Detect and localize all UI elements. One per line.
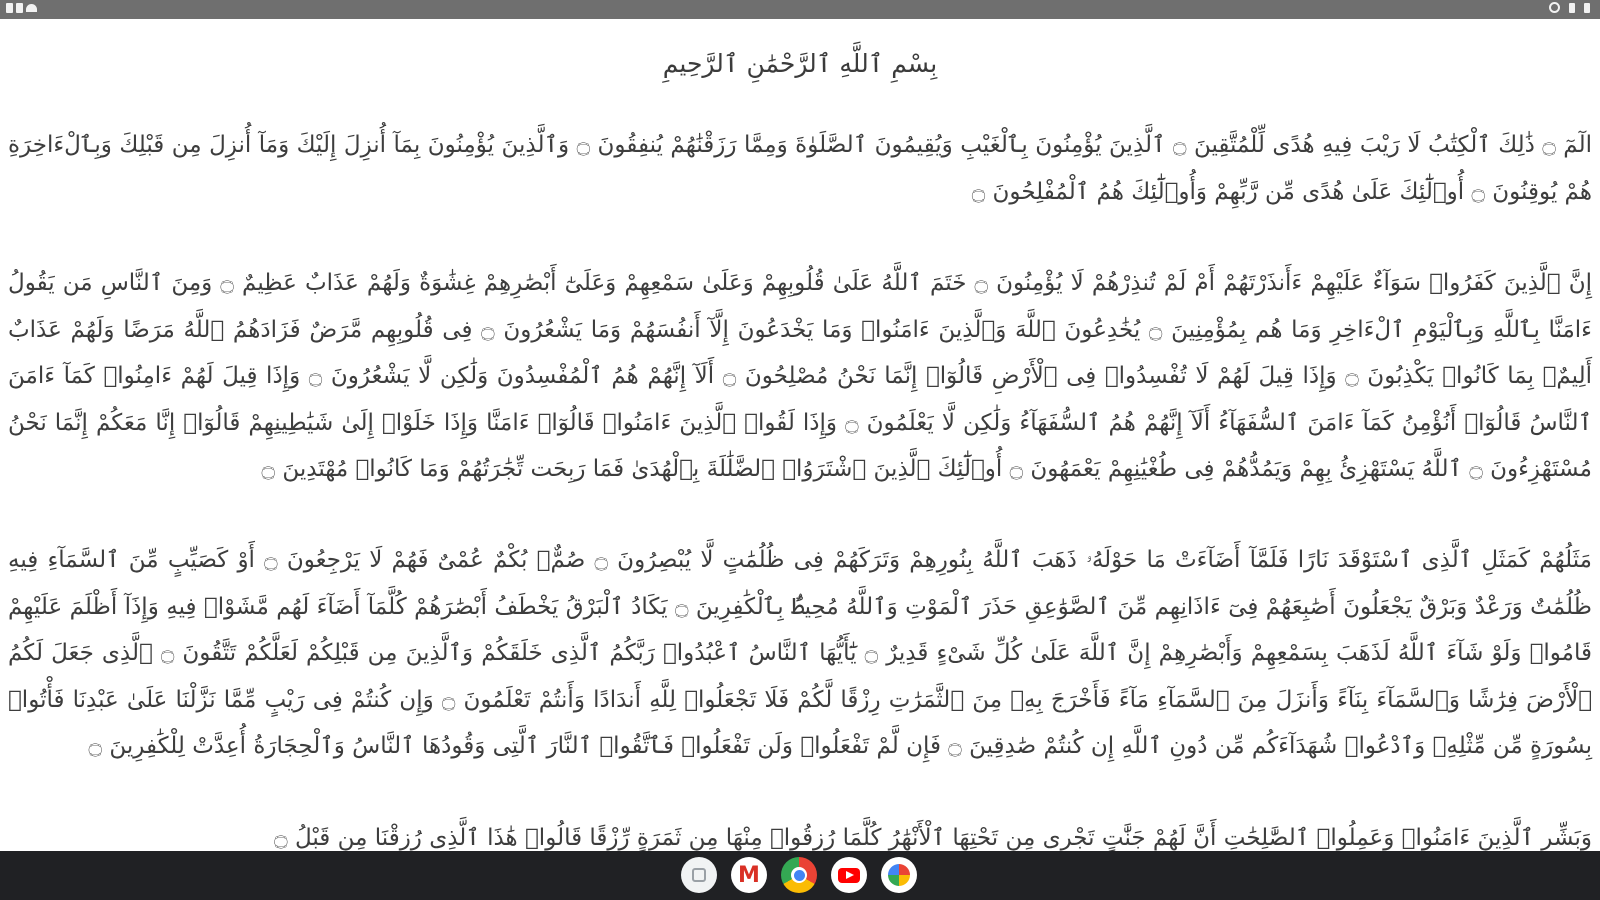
launcher-grid-icon	[692, 868, 706, 882]
status-left-icons	[6, 3, 37, 13]
notification-icon	[6, 3, 13, 13]
status-bar	[0, 0, 1600, 19]
chrome-ring	[791, 867, 807, 883]
youtube-play-icon	[838, 868, 860, 883]
youtube-icon[interactable]	[831, 857, 867, 893]
verse-paragraph-2: إِنَّ ٱلَّذِينَ كَفَرُوا۟ سَوَآءٌ عَلَيْهِمْ ءَأَنذَرْتَهُمْ أَمْ لَمْ تُنذِرْهُمْ لَا يُؤْمِنُونَ ۝ خَتَمَ ٱللَّهُ عَلَىٰ قُلُوبِهِمْ وَعَلَىٰ سَمْعِهِمْ وَعَلَىٰٓ أَبْصَٰرِهِمْ غِشَٰوَةٌ وَلَهُمْ عَذَابٌ عَظِيمٌ ۝ وَمِنَ ٱلنَّاسِ مَن يَقُولُ ءَامَنَّا بِٱللَّهِ وَبِٱلْيَوْمِ ٱلْءَاخِرِ وَمَا هُم بِمُؤْمِنِينَ ۝ يُخَٰدِعُونَ ٱللَّهَ وَٱلَّذِينَ ءَامَنُوا۟ وَمَا يَخْدَعُونَ إِلَّآ أَنفُسَهُمْ وَمَا يَشْعُرُونَ ۝ فِى قُلُوبِهِم مَّرَضٌ فَزَادَهُمُ ٱللَّهُ مَرَضًا وَلَهُمْ عَذَابٌ أَلِيمٌۢ بِمَا كَانُوا۟ يَكْذِبُونَ ۝ وَإِذَا قِيلَ لَهُمْ لَا تُفْسِدُوا۟ فِى ٱلْأَرْضِ قَالُوٓا۟ إِنَّمَا نَحْنُ مُصْلِحُونَ ۝ أَلَآ إِنَّهُمْ هُمُ ٱلْمُفْسِدُونَ وَلَٰكِن لَّا يَشْعُرُونَ ۝ وَإِذَا قِيلَ لَهُمْ ءَامِنُوا۟ كَمَآ ءَامَنَ ٱلنَّاسُ قَالُوٓا۟ أَنُؤْمِنُ كَمَآ ءَامَنَ ٱلسُّفَهَآءُ أَلَآ إِنَّهُمْ هُمُ ٱلسُّفَهَآءُ وَلَٰكِن لَّا يَعْلَمُونَ ۝ وَإِذَا لَقُوا۟ ٱلَّذِينَ ءَامَنُوا۟ قَالُوٓا۟ ءَامَنَّا وَإِذَا خَلَوْا۟ إِلَىٰ شَيَٰطِينِهِمْ قَالُوٓا۟ إِنَّا مَعَكُمْ إِنَّمَا نَحْنُ مُسْتَهْزِءُونَ ۝ ٱللَّهُ يَسْتَهْزِئُ بِهِمْ وَيَمُدُّهُمْ فِى طُغْيَٰنِهِمْ يَعْمَهُونَ ۝ أُو۟لَٰٓئِكَ ٱلَّذِينَ ٱشْتَرَوُا۟ ٱلضَّلَٰلَةَ بِٱلْهُدَىٰ فَمَا رَبِحَت تِّجَٰرَتُهُمْ وَمَا كَانُوا۟ مُهْتَدِينَ ۝	[8, 270, 1593, 482]
quran-reader[interactable]	[0, 19, 1600, 851]
wifi-icon	[26, 4, 37, 12]
verse-paragraph-4: وَبَشِّرِ ٱلَّذِينَ ءَامَنُوا۟ وَعَمِلُوا۟ ٱلصَّٰلِحَٰتِ أَنَّ لَهُمْ جَنَّٰتٍ تَجْرِى مِن تَحْتِهَا ٱلْأَنْهَٰرُ كُلَّمَا رُزِقُوا۟ مِنْهَا مِن ثَمَرَةٍ رِّزْقًا قَالُوا۟ هَٰذَا ٱلَّذِى رُزِقْنَا مِن قَبْلُ ۝	[274, 825, 1592, 851]
signal-icon	[1584, 3, 1590, 13]
gmail-glyph: M	[738, 862, 760, 888]
photos-icon[interactable]	[881, 857, 917, 893]
chrome-center	[794, 870, 805, 881]
basmala-heading: بِسْمِ ٱللَّهِ ٱلرَّحْمَٰنِ ٱلرَّحِيمِ	[662, 49, 938, 78]
shelf-apps	[681, 857, 917, 893]
verse-paragraph-3: مَثَلُهُمْ كَمَثَلِ ٱلَّذِى ٱسْتَوْقَدَ نَارًا فَلَمَّآ أَضَآءَتْ مَا حَوْلَهُۥ ذَهَبَ ٱللَّهُ بِنُورِهِمْ وَتَرَكَهُمْ فِى ظُلُمَٰتٍ لَّا يُبْصِرُونَ ۝ صُمٌّۢ بُكْمٌ عُمْىٌ فَهُمْ لَا يَرْجِعُونَ ۝ أَوْ كَصَيِّبٍ مِّنَ ٱلسَّمَآءِ فِيهِ ظُلُمَٰتٌ وَرَعْدٌ وَبَرْقٌ يَجْعَلُونَ أَصَٰبِعَهُمْ فِىٓ ءَاذَانِهِم مِّنَ ٱلصَّوَٰعِقِ حَذَرَ ٱلْمَوْتِ وَٱللَّهُ مُحِيطٌۢ بِٱلْكَٰفِرِينَ ۝ يَكَادُ ٱلْبَرْقُ يَخْطَفُ أَبْصَٰرَهُمْ كُلَّمَآ أَضَآءَ لَهُم مَّشَوْا۟ فِيهِ وَإِذَآ أَظْلَمَ عَلَيْهِمْ قَامُوا۟ وَلَوْ شَآءَ ٱللَّهُ لَذَهَبَ بِسَمْعِهِمْ وَأَبْصَٰرِهِمْ إِنَّ ٱللَّهَ عَلَىٰ كُلِّ شَىْءٍ قَدِيرٌ ۝ يَٰٓأَيُّهَا ٱلنَّاسُ ٱعْبُدُوا۟ رَبَّكُمُ ٱلَّذِى خَلَقَكُمْ وَٱلَّذِينَ مِن قَبْلِكُمْ لَعَلَّكُمْ تَتَّقُونَ ۝ ٱلَّذِى جَعَلَ لَكُمُ ٱلْأَرْضَ فِرَٰشًا وَٱلسَّمَآءَ بِنَآءً وَأَنزَلَ مِنَ ٱلسَّمَآءِ مَآءً فَأَخْرَجَ بِهِۦ مِنَ ٱلثَّمَرَٰتِ رِزْقًا لَّكُمْ فَلَا تَجْعَلُوا۟ لِلَّهِ أَندَادًا وَأَنتُمْ تَعْلَمُونَ ۝ وَإِن كُنتُمْ فِى رَيْبٍ مِّمَّا نَزَّلْنَا عَلَىٰ عَبْدِنَا فَأْتُوا۟ بِسُورَةٍ مِّن مِّثْلِهِۦ وَٱدْعُوا۟ شُهَدَآءَكُم مِّن دُونِ ٱللَّهِ إِن كُنتُمْ صَٰدِقِينَ ۝ فَإِن لَّمْ تَفْعَلُوا۟ وَلَن تَفْعَلُوا۟ فَٱتَّقُوا۟ ٱلنَّارَ ٱلَّتِى وَقُودُهَا ٱلنَّاسُ وَٱلْحِجَارَةُ أُعِدَّتْ لِلْكَٰفِرِينَ ۝	[8, 547, 1592, 759]
shelf	[0, 851, 1600, 900]
status-circle-icon	[1549, 2, 1560, 13]
photos-pinwheel-icon	[888, 864, 910, 886]
status-right-icons	[1549, 2, 1590, 13]
gmail-icon[interactable]	[731, 857, 767, 893]
chrome-icon[interactable]	[781, 857, 817, 893]
notification-icon-2	[16, 3, 23, 13]
launcher-icon[interactable]	[681, 857, 717, 893]
verse-paragraph-1: الٓمٓ ۝ ذَٰلِكَ ٱلْكِتَٰبُ لَا رَيْبَ فِيهِ هُدًى لِّلْمُتَّقِينَ ۝ ٱلَّذِينَ يُؤْمِنُونَ بِٱلْغَيْبِ وَيُقِيمُونَ ٱلصَّلَوٰةَ وَمِمَّا رَزَقْنَٰهُمْ يُنفِقُونَ ۝ وَٱلَّذِينَ يُؤْمِنُونَ بِمَآ أُنزِلَ إِلَيْكَ وَمَآ أُنزِلَ مِن قَبْلِكَ وَبِٱلْءَاخِرَةِ هُمْ يُوقِنُونَ ۝ أُو۟لَٰٓئِكَ عَلَىٰ هُدًى مِّن رَّبِّهِمْ وَأُو۟لَٰٓئِكَ هُمُ ٱلْمُفْلِحُونَ ۝	[8, 132, 1592, 205]
battery-icon	[1569, 3, 1575, 13]
